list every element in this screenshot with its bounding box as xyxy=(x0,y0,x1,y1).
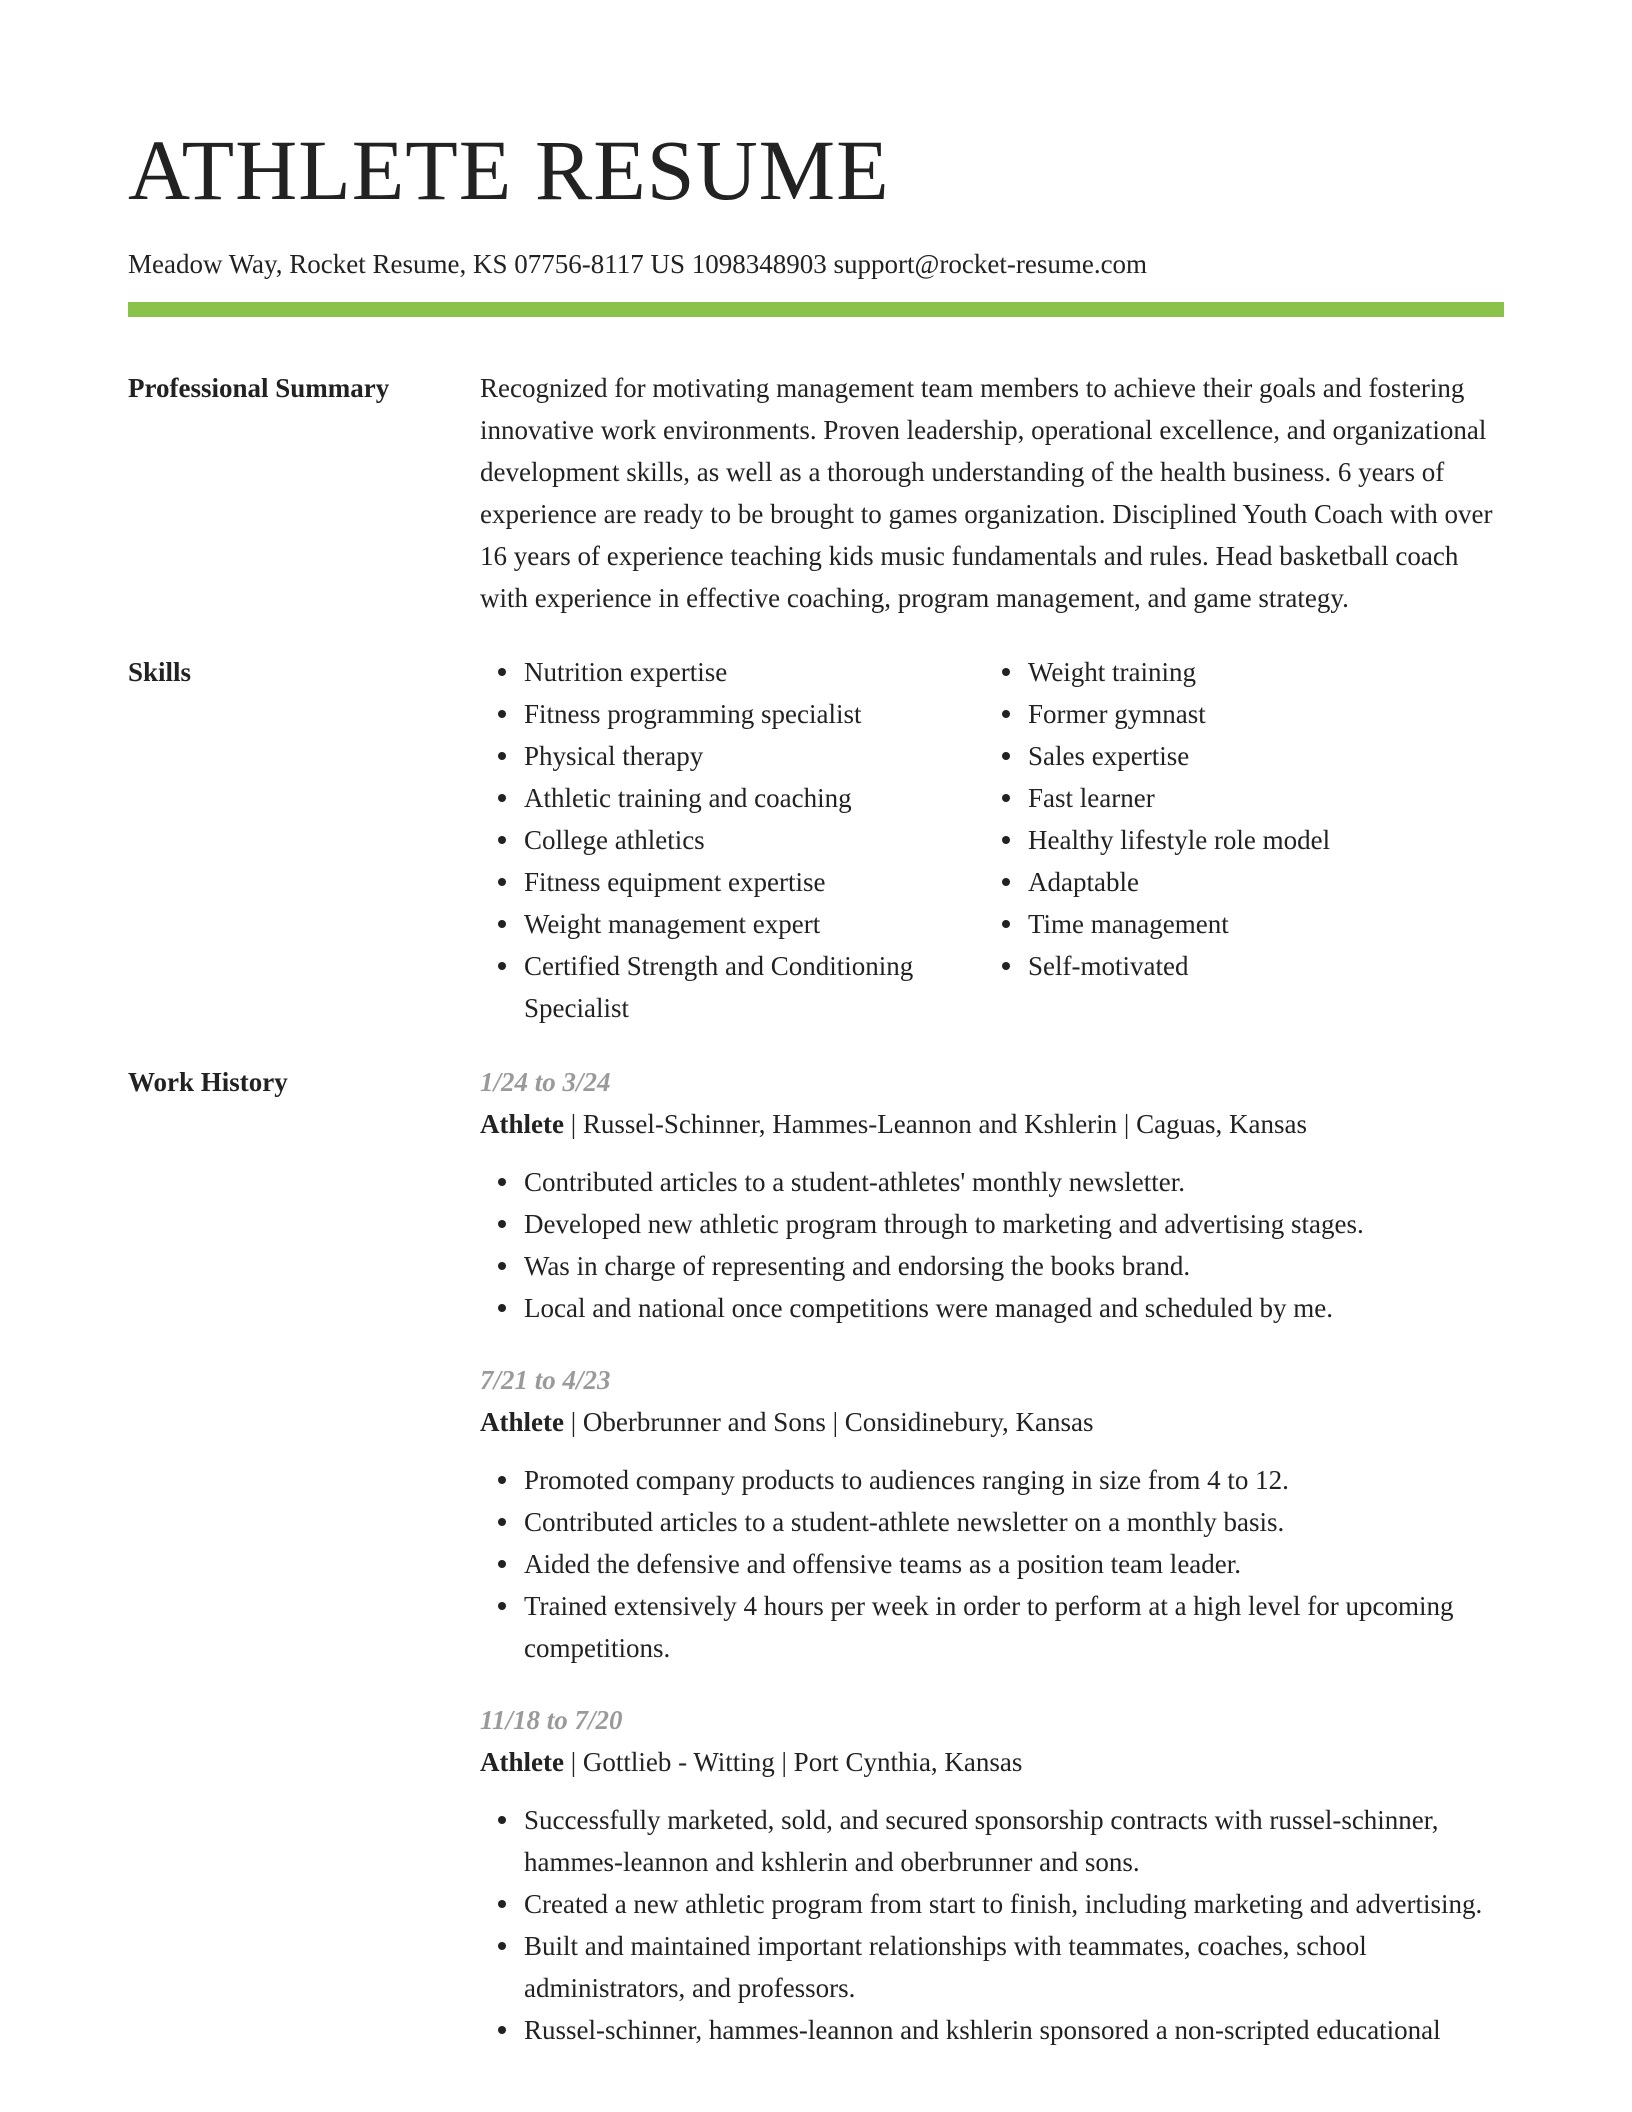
skill-item: Former gymnast xyxy=(1028,693,1504,735)
skills-columns xyxy=(480,651,1504,1029)
job-bullet: Aided the defensive and offensive teams as a position team leader. xyxy=(524,1543,1504,1585)
skill-item: Nutrition expertise xyxy=(524,651,984,693)
skill-item: Certified Strength and Conditioning Specialist xyxy=(524,945,984,1029)
job-bullet-list xyxy=(480,1161,1504,1329)
resume-title: ATHLETE RESUME xyxy=(128,122,890,218)
skills-section xyxy=(128,651,1504,1029)
accent-divider xyxy=(128,302,1504,317)
job-title-line xyxy=(480,1401,1504,1443)
contact-line xyxy=(128,246,1504,282)
job-bullet: Promoted company products to audiences ranging in size from 4 to 12. xyxy=(524,1459,1504,1501)
resume-page xyxy=(128,120,1504,2051)
skills-list-left xyxy=(480,651,984,1029)
job-bullet: Built and maintained important relationships with teammates, coaches, school administrators, and professors. xyxy=(524,1925,1504,2009)
job-dates: 7/21 to 4/23 xyxy=(480,1365,611,1395)
skill-item: Athletic training and coaching xyxy=(524,777,984,819)
job-dates: 1/24 to 3/24 xyxy=(480,1067,611,1097)
job-employer-location: | Oberbrunner and Sons | Considinebury, Kansas xyxy=(563,1407,1094,1437)
job-employer-location: | Gottlieb - Witting | Port Cynthia, Kansas xyxy=(563,1747,1023,1777)
job-title-line xyxy=(480,1103,1504,1145)
skill-item: Fitness programming specialist xyxy=(524,693,984,735)
section-heading-work-history: Work History xyxy=(128,1067,288,1097)
job-bullet: Successfully marketed, sold, and secured sponsorship contracts with russel-schinner, hammes-leannon and kshlerin and oberbrunner and sons. xyxy=(524,1799,1504,1883)
skill-item: Fast learner xyxy=(1028,777,1504,819)
section-heading-skills: Skills xyxy=(128,657,192,687)
skill-item: Adaptable xyxy=(1028,861,1504,903)
job-entry xyxy=(480,1699,1504,2051)
contact-phone: 1098348903 xyxy=(691,249,827,279)
job-bullet: Local and national once competitions were managed and scheduled by me. xyxy=(524,1287,1504,1329)
job-entry xyxy=(480,1359,1504,1669)
skill-item: Physical therapy xyxy=(524,735,984,777)
skill-item: College athletics xyxy=(524,819,984,861)
skill-item: Fitness equipment expertise xyxy=(524,861,984,903)
skill-item: Healthy lifestyle role model xyxy=(1028,819,1504,861)
job-bullet: Created a new athletic program from start to finish, including marketing and advertising. xyxy=(524,1883,1504,1925)
job-title: Athlete xyxy=(480,1747,564,1777)
work-history-section xyxy=(128,1061,1504,2051)
job-title: Athlete xyxy=(480,1407,564,1437)
skill-item: Time management xyxy=(1028,903,1504,945)
job-bullet: Contributed articles to a student-athlete newsletter on a monthly basis. xyxy=(524,1501,1504,1543)
job-bullet-list xyxy=(480,1799,1504,2051)
job-bullet: Contributed articles to a student-athletes' monthly newsletter. xyxy=(524,1161,1504,1203)
job-bullet: Trained extensively 4 hours per week in order to perform at a high level for upcoming competitions. xyxy=(524,1585,1504,1669)
job-entry xyxy=(480,1061,1504,1329)
skills-list-right xyxy=(984,651,1504,1029)
job-bullet: Russel-schinner, hammes-leannon and kshlerin sponsored a non-scripted educational xyxy=(524,2009,1504,2051)
job-title: Athlete xyxy=(480,1109,564,1139)
job-bullet: Developed new athletic program through to marketing and advertising stages. xyxy=(524,1203,1504,1245)
section-heading-summary: Professional Summary xyxy=(128,373,390,403)
skill-item: Weight training xyxy=(1028,651,1504,693)
skill-item: Self-motivated xyxy=(1028,945,1504,987)
summary-text: Recognized for motivating management team members to achieve their goals and fostering innovative work environments. Proven leadership, operational excellence, and organizational development skills, as well as a thorough understanding of the health business. 6 years of experience are ready to be brought to games organization. Disciplined Youth Coach with over 16 years of experience teaching kids music fundamentals and rules. Head basketball coach with experience in effective coaching, program management, and game strategy. xyxy=(480,373,1493,613)
job-bullet-list xyxy=(480,1459,1504,1669)
skill-item: Weight management expert xyxy=(524,903,984,945)
job-title-line xyxy=(480,1741,1504,1783)
contact-email[interactable]: support@rocket-resume.com xyxy=(833,249,1148,279)
job-dates: 11/18 to 7/20 xyxy=(480,1705,623,1735)
contact-address: Meadow Way, Rocket Resume, KS 07756-8117 US xyxy=(128,249,686,279)
job-employer-location: | Russel-Schinner, Hammes-Leannon and Kshlerin | Caguas, Kansas xyxy=(563,1109,1308,1139)
job-bullet: Was in charge of representing and endorsing the books brand. xyxy=(524,1245,1504,1287)
skill-item: Sales expertise xyxy=(1028,735,1504,777)
professional-summary-section xyxy=(128,367,1504,619)
